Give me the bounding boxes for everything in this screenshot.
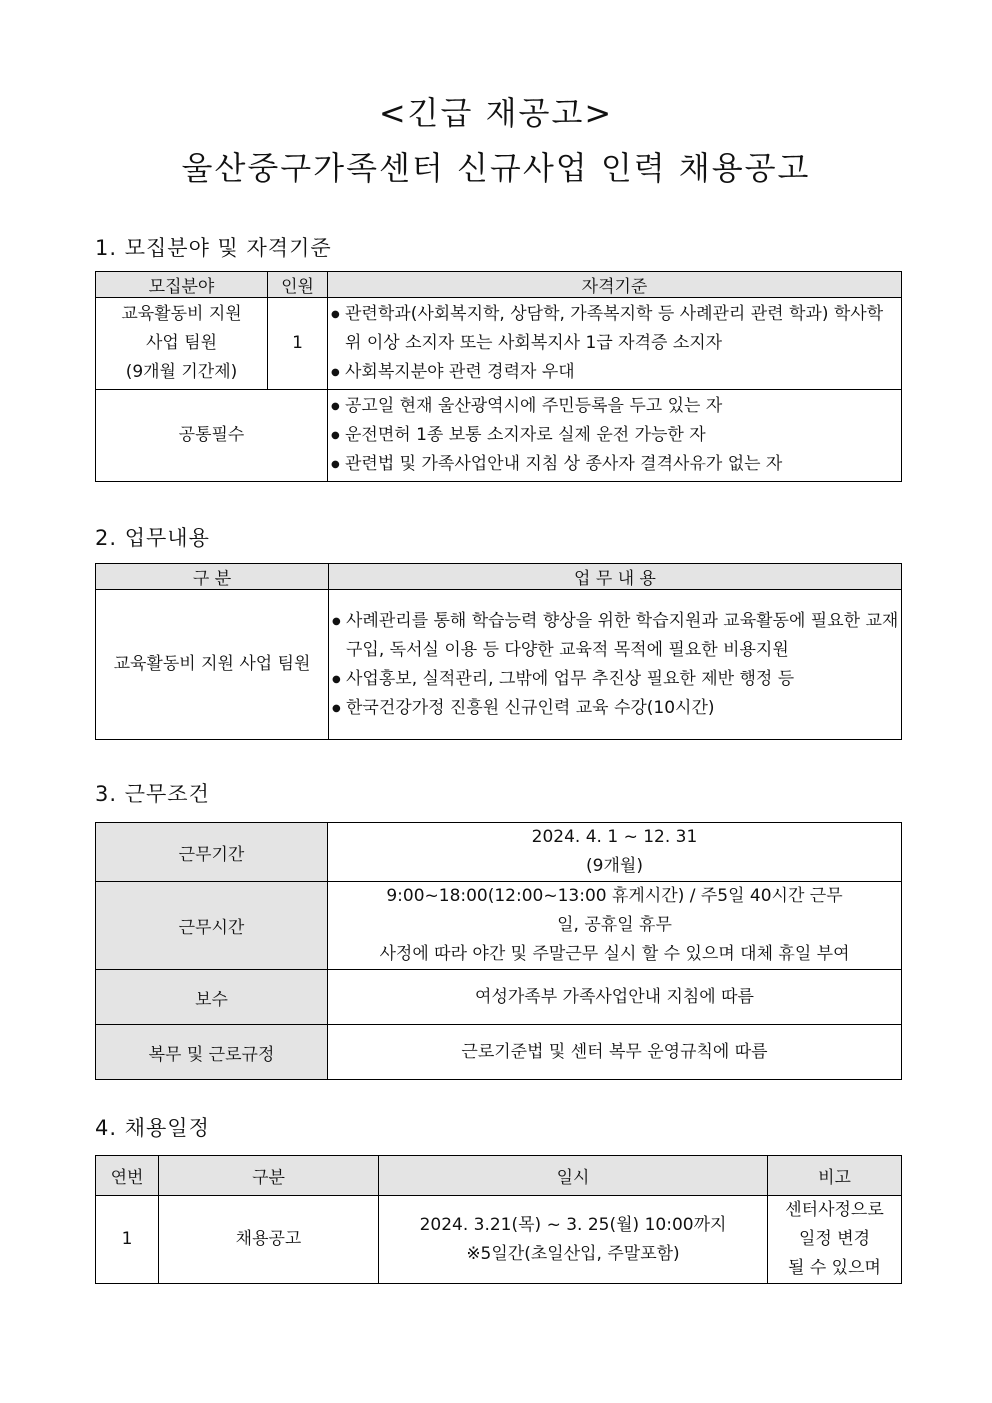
list-item: ● 사회복지분야 관련 경력자 우대 xyxy=(331,358,899,387)
condition-line: 사정에 따라 야간 및 주말근무 실시 할 수 있으며 대체 휴일 부여 xyxy=(379,944,850,964)
role-cell: 교육활동비 지원 사업 팀원 xyxy=(96,590,329,740)
condition-value xyxy=(328,882,902,970)
note-line: 일정 변경 xyxy=(798,1229,871,1249)
list-item: ● 한국건강가정 진흥원 신규인력 교육 수강(10시간) xyxy=(332,694,899,723)
header-count: 인원 xyxy=(268,272,328,298)
field-line: 사업 팀원 xyxy=(145,333,218,353)
schedule-table xyxy=(95,1155,902,1284)
qualification-table xyxy=(95,271,902,482)
header-type: 구분 xyxy=(159,1156,379,1196)
field-cell xyxy=(96,298,268,390)
page-title-line1: <긴급 재공고> xyxy=(378,94,614,132)
section3-heading: 3. 근무조건 xyxy=(95,782,210,806)
schedule-date xyxy=(379,1196,768,1284)
condition-line: 일, 공휴일 휴무 xyxy=(557,915,672,935)
page-title-line2: 울산중구가족센터 신규사업 인력 채용공고 xyxy=(181,149,811,187)
table-header-row xyxy=(96,564,902,590)
section2-heading: 2. 업무내용 xyxy=(95,526,210,550)
table-row xyxy=(96,298,902,390)
table-row xyxy=(96,823,902,882)
header-category: 구 분 xyxy=(96,564,329,590)
note-line: 될 수 있으며 xyxy=(788,1258,881,1278)
field-line: (9개월 기간제) xyxy=(125,362,238,382)
condition-label: 보수 xyxy=(96,970,328,1025)
header-field: 모집분야 xyxy=(96,272,268,298)
table-row xyxy=(96,590,902,740)
condition-value: 여성가족부 가족사업안내 지침에 따름 xyxy=(328,970,902,1025)
table-row xyxy=(96,970,902,1025)
duties-table xyxy=(95,563,902,740)
header-note: 비고 xyxy=(768,1156,902,1196)
date-line: 2024. 3.21(목) ~ 3. 25(월) 10:00까지 xyxy=(419,1214,727,1235)
condition-label: 근무기간 xyxy=(96,823,328,882)
table-header-row xyxy=(96,272,902,298)
list-item: ● 공고일 현재 울산광역시에 주민등록을 두고 있는 자 xyxy=(331,392,899,421)
table-row xyxy=(96,1196,902,1284)
condition-label: 근무시간 xyxy=(96,882,328,970)
table-row xyxy=(96,882,902,970)
condition-value xyxy=(328,823,902,882)
list-item: ● 관련법 및 가족사업안내 지침 상 종사자 결격사유가 없는 자 xyxy=(331,450,899,479)
conditions-table xyxy=(95,822,902,1080)
condition-value: 근로기준법 및 센터 복무 운영규칙에 따름 xyxy=(328,1025,902,1080)
duties-cell xyxy=(329,590,902,740)
condition-line: (9개월) xyxy=(586,856,643,876)
list-item: ● 관련학과(사회복지학, 상담학, 가족복지학 등 사례관리 관련 학과) 학사학위 이상 소지자 또는 사회복지사 1급 자격증 소지자 xyxy=(331,300,899,358)
list-item: ● 운전면허 1종 보통 소지자로 실제 운전 가능한 자 xyxy=(331,421,899,450)
condition-label: 복무 및 근로규정 xyxy=(96,1025,328,1080)
table-row xyxy=(96,390,902,482)
section1-heading: 1. 모집분야 및 자격기준 xyxy=(95,236,332,260)
count-cell: 1 xyxy=(268,298,328,390)
header-date: 일시 xyxy=(379,1156,768,1196)
header-qualification: 자격기준 xyxy=(328,272,902,298)
field-line: 교육활동비 지원 xyxy=(121,304,242,324)
header-no: 연번 xyxy=(96,1156,159,1196)
table-row xyxy=(96,1025,902,1080)
note-line: 센터사정으로 xyxy=(785,1200,884,1220)
common-cell xyxy=(328,390,902,482)
qualification-cell xyxy=(328,298,902,390)
schedule-note xyxy=(768,1196,902,1284)
list-item: ● 사업홍보, 실적관리, 그밖에 업무 추진상 필요한 제반 행정 등 xyxy=(332,665,899,694)
section4-heading: 4. 채용일정 xyxy=(95,1116,210,1140)
common-label: 공통필수 xyxy=(96,390,328,482)
condition-line: 9:00~18:00(12:00~13:00 휴게시간) / 주5일 40시간 근무 xyxy=(386,886,843,906)
header-duties: 업 무 내 용 xyxy=(329,564,902,590)
list-item: ● 사례관리를 통해 학습능력 향상을 위한 학습지원과 교육활동에 필요한 교재 구입, 독서실 이용 등 다양한 교육적 목적에 필요한 비용지원 xyxy=(332,607,899,665)
condition-line: 2024. 4. 1 ~ 12. 31 xyxy=(531,827,698,847)
date-line: ※5일간(초일산입, 주말포함) xyxy=(466,1243,680,1264)
table-header-row xyxy=(96,1156,902,1196)
schedule-type: 채용공고 xyxy=(159,1196,379,1284)
schedule-no: 1 xyxy=(96,1196,159,1284)
